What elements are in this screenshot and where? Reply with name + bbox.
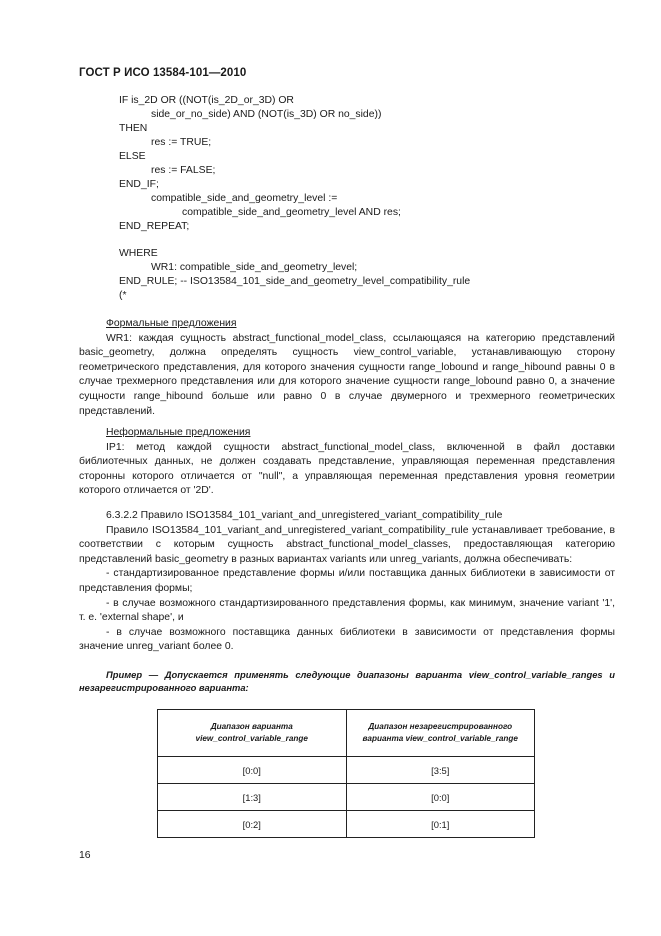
table-cell: [0:2]	[158, 811, 347, 838]
section-6-3-2-2	[79, 509, 615, 655]
code-line: res := FALSE;	[151, 165, 216, 176]
example-note	[79, 668, 615, 694]
code-line: WR1: compatible_side_and_geometry_level;	[151, 262, 358, 273]
table-cell: [0:0]	[346, 784, 535, 811]
table-cell: [0:0]	[158, 757, 347, 784]
example-text: Пример — Допускается применять следующие диапазоны варианта view_control_variable_ranges и незарегистрированного варианта:	[79, 669, 615, 693]
code-line: WHERE	[119, 248, 158, 259]
table-cell: [1:3]	[158, 784, 347, 811]
section-title: 6.3.2.2 Правило ISO13584_101_variant_and_unregistered_variant_compatibility_rule	[106, 510, 503, 521]
table-cell: [3:5]	[346, 757, 535, 784]
code-line: compatible_side_and_geometry_level :=	[151, 193, 338, 204]
informal-text: IP1: метод каждой сущности abstract_functional_model_class, включенной в файл доставки библиотечных данных, не должен создавать представление, управляющая переменная представления сторонны которого отличается от "null", а управляющая переменная представления уровня геометрии которого отличается от '2D'.	[79, 441, 615, 497]
formal-text: WR1: каждая сущность abstract_functional_model_class, ссылающаяся на категорию представлений basic_geometry, должна определять сущность view_control_variable, устанавливающую сторону геометрического представления, для которого значения сущности range_lobound и range_hibound равны 0 в случае трехмерного представления или для которого значение сущности range_lobound равно 0, а значение сущности range_hibound больше или равно 0 в случае двумерного и трехмерного геометрических представлений.	[79, 332, 615, 417]
code-line: res := TRUE;	[151, 137, 212, 148]
code-line: compatible_side_and_geometry_level AND res;	[182, 207, 401, 218]
table-row	[158, 757, 535, 784]
formal-propositions	[79, 317, 615, 419]
code-line: THEN	[119, 123, 148, 134]
section-item: - стандартизированное представление формы и/или поставщика данных библиотеки в зависимости от представления формы;	[79, 568, 615, 594]
code-line: END_REPEAT;	[119, 221, 190, 232]
table-row	[158, 811, 535, 838]
section-intro: Правило ISO13584_101_variant_and_unregistered_variant_compatibility_rule устанавливает требование, в соответствии с которым сущность abstract_functional_model_classes, предоставляющая категорию представлений basic_geometry в разных вариантах variants или unreg_variants, должна обеспечивать:	[79, 524, 615, 565]
formal-heading: Формальные предложения	[106, 318, 237, 329]
table-cell: [0:1]	[346, 811, 535, 838]
code-line: IF is_2D OR ((NOT(is_2D_or_3D) OR	[119, 95, 294, 106]
table-header-cell: Диапазон варианта view_control_variable_range	[158, 710, 347, 757]
code-line: (*	[119, 290, 127, 301]
table-header-row	[158, 710, 535, 757]
section-item: - в случае возможного поставщика данных библиотеки в зависимости от представления формы значение unreg_variant более 0.	[79, 626, 615, 653]
page-header: ГОСТ Р ИСО 13584-101—2010	[79, 67, 247, 79]
code-line: side_or_no_side) AND (NOT(is_3D) OR no_side))	[151, 109, 382, 120]
variant-ranges-table	[157, 709, 535, 838]
section-item: - в случае возможного стандартизированного представления формы, как минимум, значение variant '1', т. е. 'external shape', и	[79, 597, 615, 624]
informal-heading: Неформальные предложения	[106, 427, 251, 438]
table-header-cell: Диапазон незарегистрированного варианта view_control_variable_range	[346, 710, 535, 757]
table-row	[158, 784, 535, 811]
page-number: 16	[79, 850, 91, 861]
code-line: END_IF;	[119, 179, 159, 190]
informal-propositions	[79, 426, 615, 499]
code-line: ELSE	[119, 151, 146, 162]
code-line: END_RULE; -- ISO13584_101_side_and_geometry_level_compatibility_rule	[119, 276, 471, 287]
